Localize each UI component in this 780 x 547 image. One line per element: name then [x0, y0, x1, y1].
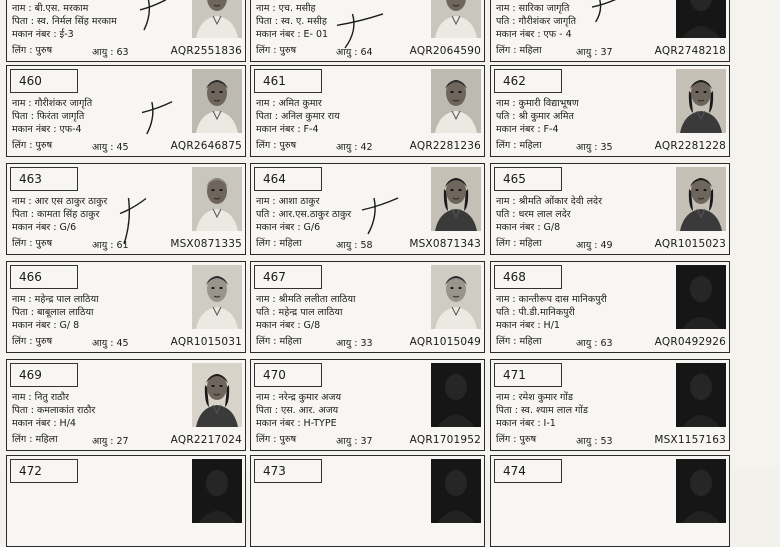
age: आयु : 45 [92, 338, 129, 349]
gender: लिंग : महिला [496, 140, 542, 151]
voter-photo [192, 459, 242, 523]
relation-name: पिता : फिरंता जागृति [12, 111, 85, 122]
age: आयु : 63 [576, 338, 613, 349]
gender: लिंग : पुरुष [496, 434, 537, 445]
epic-number: AQR2646875 [170, 140, 242, 152]
voter-card [6, 359, 246, 451]
gender: लिंग : महिला [12, 434, 58, 445]
serial-number: 465 [494, 167, 562, 191]
voter-card [6, 65, 246, 157]
serial-number: 464 [254, 167, 322, 191]
age: आयु : 45 [92, 142, 129, 153]
voter-card [250, 65, 485, 157]
voter-card [490, 261, 730, 353]
age: आयु : 37 [336, 436, 373, 447]
voter-photo [192, 265, 242, 329]
age: आयु : 27 [92, 436, 129, 447]
epic-number: AQR2281228 [654, 140, 726, 152]
house-number: मकान नंबर : G/6 [12, 222, 77, 233]
house-number: मकान नंबर : G/6 [256, 222, 321, 233]
voter-name: नाम : एच. मसीह [256, 3, 316, 14]
voter-card [490, 0, 730, 62]
house-number: मकान नंबर : एफ - 4 [496, 29, 572, 40]
epic-number: AQR2281236 [409, 140, 481, 152]
serial-number: 461 [254, 69, 322, 93]
serial-number: 460 [10, 69, 78, 93]
gender: लिंग : महिला [256, 336, 302, 347]
voter-card [6, 261, 246, 353]
house-number: मकान नंबर : एफ-4 [12, 124, 82, 135]
epic-number: AQR2748218 [654, 45, 726, 57]
relation-name: पिता : स्व. निर्मल सिंह मरकाम [12, 16, 117, 27]
voter-card [250, 261, 485, 353]
epic-number: AQR1015049 [409, 336, 481, 348]
relation-name: पति : पी.डी.मानिकपुरी [496, 307, 575, 318]
voter-card [250, 455, 485, 547]
voter-name: नाम : आशा ठाकुर [256, 196, 320, 207]
serial-number: 472 [10, 459, 78, 483]
relation-name: पिता : एस. आर. अजय [256, 405, 339, 416]
voter-name: नाम : अमित कुमार [256, 98, 322, 109]
serial-number: 471 [494, 363, 562, 387]
epic-number: MSX0871343 [409, 238, 481, 250]
gender: लिंग : पुरुष [12, 336, 53, 347]
age: आयु : 49 [576, 240, 613, 251]
relation-name: पति : आर.एस.ठाकुर ठाकुर [256, 209, 352, 220]
epic-number: AQR1015031 [170, 336, 242, 348]
serial-number: 474 [494, 459, 562, 483]
gender: लिंग : पुरुष [12, 140, 53, 151]
epic-number: AQR1701952 [409, 434, 481, 446]
voter-photo [676, 363, 726, 427]
age: आयु : 61 [92, 240, 129, 251]
voter-photo [192, 167, 242, 231]
house-number: मकान नंबर : F-4 [496, 124, 559, 135]
voter-photo [431, 265, 481, 329]
age: आयु : 64 [336, 47, 373, 58]
serial-number: 468 [494, 265, 562, 289]
voter-card [490, 65, 730, 157]
voter-photo [192, 69, 242, 133]
voter-card [6, 0, 246, 62]
voter-name: नाम : श्रीमति ओंकार देवी लदेर [496, 196, 602, 207]
voter-photo [431, 167, 481, 231]
relation-name: पति : धरम लाल लदेर [496, 209, 571, 220]
voter-photo [431, 69, 481, 133]
serial-number: 462 [494, 69, 562, 93]
age: आयु : 53 [576, 436, 613, 447]
voter-photo [431, 363, 481, 427]
relation-name: पिता : बाबूलाल लाठिया [12, 307, 94, 318]
epic-number: MSX1157163 [654, 434, 726, 446]
age: आयु : 58 [336, 240, 373, 251]
gender: लिंग : महिला [496, 45, 542, 56]
voter-card [490, 359, 730, 451]
voter-card [6, 455, 246, 547]
gender: लिंग : पुरुष [256, 140, 297, 151]
age: आयु : 35 [576, 142, 613, 153]
gender: लिंग : पुरुष [256, 434, 297, 445]
voter-name: नाम : कान्तीरूप दास मानिकपुरी [496, 294, 607, 305]
relation-name: पिता : स्व. ए. मसीह [256, 16, 327, 27]
voter-card [250, 359, 485, 451]
voter-photo [676, 69, 726, 133]
house-number: मकान नंबर : H/1 [496, 320, 560, 331]
voter-photo [192, 363, 242, 427]
voter-card [490, 163, 730, 255]
voter-photo [192, 0, 242, 38]
serial-number: 466 [10, 265, 78, 289]
serial-number: 467 [254, 265, 322, 289]
gender: लिंग : पुरुष [256, 45, 297, 56]
house-number: मकान नंबर : I-1 [496, 418, 556, 429]
house-number: मकान नंबर : F-4 [256, 124, 319, 135]
voter-photo [676, 265, 726, 329]
voter-photo [676, 0, 726, 38]
gender: लिंग : पुरुष [12, 45, 53, 56]
house-number: मकान नंबर : G/8 [496, 222, 561, 233]
voter-name: नाम : कुमारी विद्याभूषण [496, 98, 579, 109]
voter-photo [431, 459, 481, 523]
serial-number: 463 [10, 167, 78, 191]
gender: लिंग : पुरुष [12, 238, 53, 249]
house-number: मकान नंबर : H/4 [12, 418, 76, 429]
epic-number: MSX0871335 [170, 238, 242, 250]
age: आयु : 37 [576, 47, 613, 58]
voter-name: नाम : रमेश कुमार गोंड [496, 392, 573, 403]
voter-card [250, 0, 485, 62]
voter-name: नाम : नितु राठौर [12, 392, 70, 403]
relation-name: पति : महेन्द्र पाल लाठिया [256, 307, 343, 318]
serial-number: 469 [10, 363, 78, 387]
relation-name: पति : गौरीशंकर जागृति [496, 16, 577, 27]
voter-name: नाम : नरेन्द्र कुमार अजय [256, 392, 341, 403]
voter-card [6, 163, 246, 255]
relation-name: पिता : अनिल कुमार राय [256, 111, 340, 122]
voter-name: नाम : सारिका जागृति [496, 3, 570, 14]
serial-number: 470 [254, 363, 322, 387]
house-number: मकान नंबर : ई-3 [12, 29, 74, 40]
voter-photo [676, 459, 726, 523]
voter-card [490, 455, 730, 547]
voter-name: नाम : श्रीमति ललीता लाठिया [256, 294, 356, 305]
voter-name: नाम : बी.एस. मरकाम [12, 3, 89, 14]
epic-number: AQR0492926 [654, 336, 726, 348]
house-number: मकान नंबर : E- 01 [256, 29, 329, 40]
relation-name: पति : श्री कुमार अमित [496, 111, 574, 122]
serial-number: 473 [254, 459, 322, 483]
house-number: मकान नंबर : G/ 8 [12, 320, 80, 331]
house-number: मकान नंबर : H-TYPE [256, 418, 337, 429]
relation-name: पिता : स्व. श्याम लाल गोंड [496, 405, 588, 416]
house-number: मकान नंबर : G/8 [256, 320, 321, 331]
relation-name: पिता : कामता सिंह ठाकुर [12, 209, 100, 220]
voter-photo [676, 167, 726, 231]
age: आयु : 42 [336, 142, 373, 153]
epic-number: AQR2551836 [170, 45, 242, 57]
age: आयु : 33 [336, 338, 373, 349]
age: आयु : 63 [92, 47, 129, 58]
voter-card [250, 163, 485, 255]
voter-name: नाम : आर एस ठाकुर ठाकुर [12, 196, 108, 207]
voter-name: नाम : गौरीशंकर जागृति [12, 98, 93, 109]
epic-number: AQR1015023 [654, 238, 726, 250]
gender: लिंग : महिला [256, 238, 302, 249]
voter-name: नाम : महेन्द्र पाल लाठिया [12, 294, 99, 305]
gender: लिंग : महिला [496, 238, 542, 249]
voter-photo [431, 0, 481, 38]
relation-name: पिता : कमलाकांत राठौर [12, 405, 96, 416]
epic-number: AQR2217024 [170, 434, 242, 446]
epic-number: AQR2064590 [409, 45, 481, 57]
gender: लिंग : महिला [496, 336, 542, 347]
